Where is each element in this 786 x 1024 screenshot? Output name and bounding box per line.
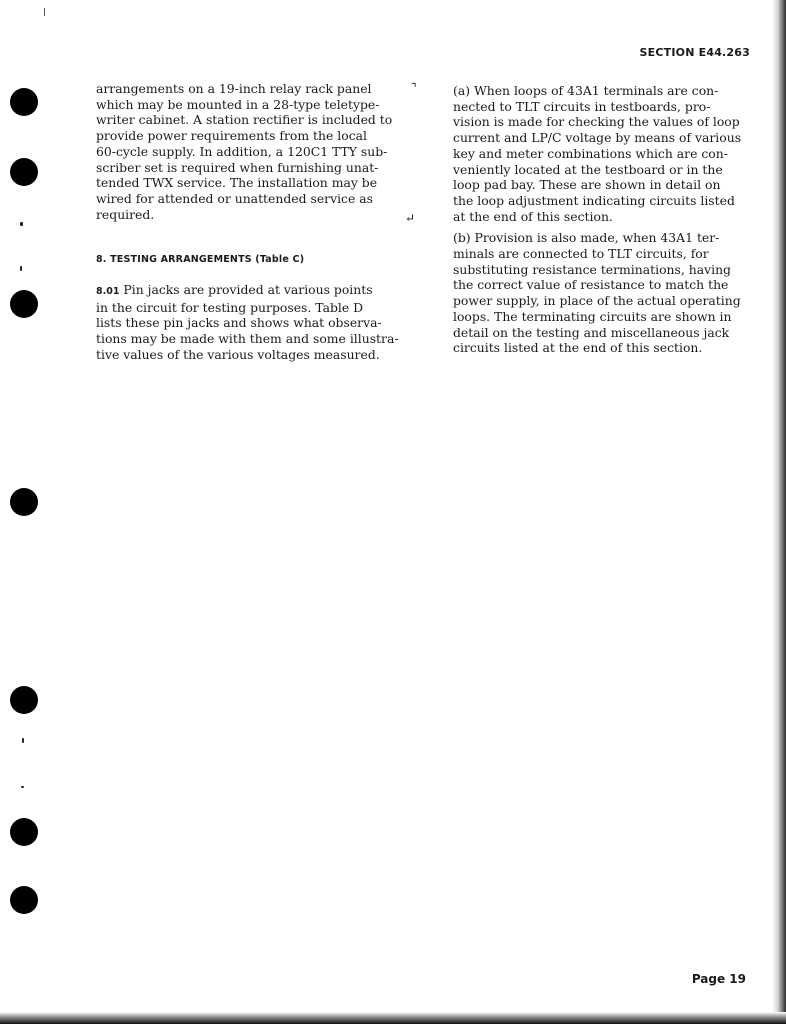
binder-hole — [10, 818, 38, 846]
binder-hole — [10, 158, 38, 186]
list-item-b: (b) Provision is also made, when 43A1 ter- minals are connected to TLT circuits, for substituting resistance terminations, having the correct value of resistance to match the power supply, in place of the actual operating loops. The terminating circuits are shown in detail on the testing and miscellaneous jack circuits listed at the end of this section. — [453, 230, 741, 356]
binder-hole — [10, 290, 38, 318]
binder-hole — [10, 488, 38, 516]
right-column — [453, 83, 748, 362]
section-heading: 8. TESTING ARRANGEMENTS (Table C) — [96, 254, 305, 266]
binder-hole — [10, 88, 38, 116]
paragraph-8-01 — [96, 282, 406, 363]
left-column — [96, 81, 417, 363]
scan-mark — [44, 8, 45, 16]
list-item-a: (a) When loops of 43A1 terminals are con- nected to TLT circuits in testboards, pro- vision is made for checking the values of loop current and LP/C voltage by means of various key and meter combinations which are con- veniently located at the testboard or in the loop pad bay. These are shown in detail on the loop adjustment indicating circuits listed at the end of this section. — [453, 83, 742, 224]
scan-speck — [22, 738, 24, 743]
scan-speck — [20, 266, 22, 271]
change-mark-end: ↵ — [405, 211, 416, 225]
page-number: Page 19 — [691, 972, 746, 986]
paragraph-number: 8.01 — [96, 286, 120, 298]
paragraph-text: Pin jacks are provided at various points in the circuit for testing purposes. Table D lists these pin jacks and shows what observa- tions may be made with them and some illustra- tive values of the various voltages measured. — [96, 282, 399, 362]
page-edge-shadow — [772, 0, 786, 1024]
change-mark-start: ⌝ — [411, 81, 417, 95]
section-header: SECTION E44.263 — [639, 46, 750, 59]
continued-paragraph: arrangements on a 19-inch relay rack panel which may be mounted in a 28-type teletype- writer cabinet. A station rectifier is included to provide power requirements from the local 60-cycle supply. In addition, a 120C1 TTY sub- scriber set is required when furnishing unat- tended TWX service. The installation may be wired for attended or unattended service as required. — [96, 81, 393, 222]
binder-hole — [10, 886, 38, 914]
scan-speck — [20, 222, 23, 226]
scan-speck — [21, 786, 24, 788]
page-edge-shadow-bottom — [0, 1012, 786, 1024]
binder-hole — [10, 686, 38, 714]
